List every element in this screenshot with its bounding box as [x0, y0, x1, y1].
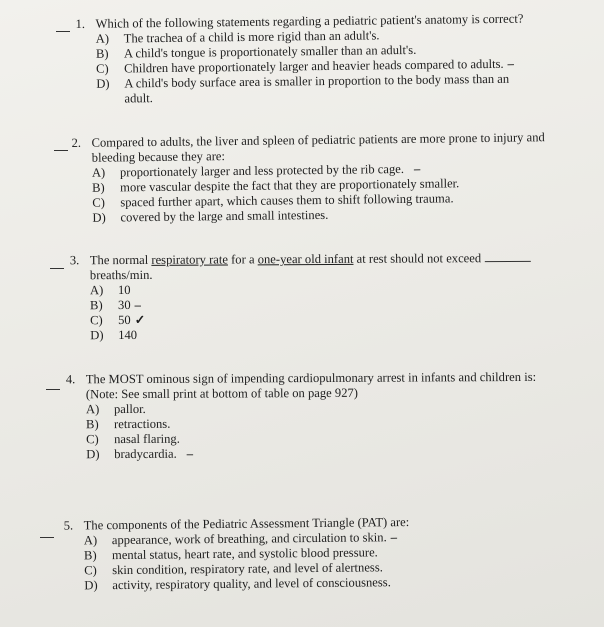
question-4 [66, 370, 578, 463]
underlined-term: one-year old infant [257, 251, 354, 267]
option-letter: C) [86, 432, 99, 447]
option-letter: D) [84, 578, 98, 593]
option-text: 50 [118, 312, 131, 328]
option-letter: B) [92, 180, 105, 195]
option-letter: C) [96, 61, 109, 76]
option-text: nasal flaring. [114, 431, 180, 447]
option[interactable] [76, 71, 576, 107]
handwritten-dash-mark: – [390, 530, 398, 545]
option-letter: A) [85, 402, 100, 417]
question-stem: Compared to adults, the liver and spleen of pediatric patients are more prone to injury and bleeding because they are: [91, 130, 545, 165]
option-letter: C) [90, 313, 103, 328]
fill-in-blank[interactable] [485, 251, 531, 262]
stem-text-part: for a [227, 252, 258, 267]
option-letter: C) [84, 563, 97, 578]
option-text: bradycardia. [114, 446, 177, 462]
option-letter: B) [86, 417, 99, 432]
question-stem: Which of the following statements regarding a pediatric patient's anatomy is correct? [95, 11, 524, 31]
option-letter: A) [83, 533, 98, 548]
question-number: 2. [71, 135, 82, 150]
handwritten-check-mark: ✓ [134, 312, 146, 327]
option[interactable] [66, 445, 578, 463]
option-text: 140 [118, 327, 138, 343]
option-letter: A) [95, 31, 110, 46]
answer-blank[interactable] [46, 389, 60, 390]
stem-text-part: at rest should not exceed [353, 251, 482, 266]
option-text: 30 [118, 297, 131, 313]
option-text: skin condition, respiratory rate, and level of alertness. [112, 560, 383, 578]
question-number: 5. [63, 518, 74, 533]
question-1 [75, 11, 576, 107]
stem-text-part: The normal [89, 252, 152, 268]
answer-blank[interactable] [56, 31, 70, 32]
underlined-term: respiratory rate [151, 252, 228, 267]
option-text: covered by the large and small intestines. [120, 207, 329, 225]
option-text: activity, respiratory quality, and level of consciousness. [112, 575, 391, 593]
option-text: proportionately larger and less protected by the rib cage. [119, 161, 405, 180]
option-letter: B) [83, 548, 97, 563]
option-text: pallor. [113, 401, 146, 417]
option-letter: B) [95, 46, 109, 61]
handwritten-dash-mark: – [507, 56, 515, 71]
question-number: 4. [65, 372, 76, 387]
question-stem: The MOST ominous sign of impending cardiopulmonary arrest in infants and children is: [85, 369, 537, 387]
handwritten-dash-mark: – [134, 297, 141, 312]
option-text: mental status, heart rate, and systolic blood pressure. [111, 545, 378, 563]
question-number: 1. [75, 16, 86, 32]
option[interactable] [70, 326, 570, 344]
question-5 [64, 513, 565, 593]
option-text: appearance, work of breathing, and circulation to skin. [111, 530, 387, 548]
question-stem [90, 251, 570, 284]
option-letter: D) [92, 210, 106, 225]
answer-blank[interactable] [50, 268, 64, 269]
option-letter: D) [90, 328, 104, 343]
question-stem: The components of the Pediatric Assessment Triangle (PAT) are: [83, 515, 410, 533]
stem-text-part: breaths/min. [89, 267, 153, 283]
option-text: A child's body surface area is smaller in proportion to the body mass than an adult. [124, 71, 510, 106]
handwritten-dash-mark: – [413, 161, 421, 176]
option-text: retractions. [114, 416, 171, 432]
option-text: A child's tongue is proportionately smaller than an adult's. [123, 42, 417, 61]
option-letter: C) [92, 195, 105, 210]
question-note: (Note: See small print at bottom of table on page 927) [85, 385, 359, 402]
option-letter: D) [86, 447, 100, 462]
question-number: 3. [69, 253, 80, 268]
option-text: The trachea of a child is more rigid than an adult's. [123, 28, 380, 46]
option-text: 10 [117, 282, 131, 298]
question-3 [70, 251, 570, 344]
handwritten-dash-mark: – [186, 446, 194, 461]
question-2 [71, 130, 562, 226]
option-letter: B) [90, 298, 103, 313]
answer-blank[interactable] [40, 537, 54, 538]
option-letter: A) [89, 283, 104, 298]
answer-blank[interactable] [54, 150, 68, 151]
option-letter: D) [96, 76, 110, 91]
option-letter: A) [91, 165, 106, 180]
option-text: Children have proportionately larger and heavier heads compared to adults. [124, 56, 504, 76]
option-text: more vascular despite the fact that they are proportionately smaller. [120, 176, 460, 195]
option-text: spaced further apart, which causes them to shift following trauma. [120, 191, 454, 210]
